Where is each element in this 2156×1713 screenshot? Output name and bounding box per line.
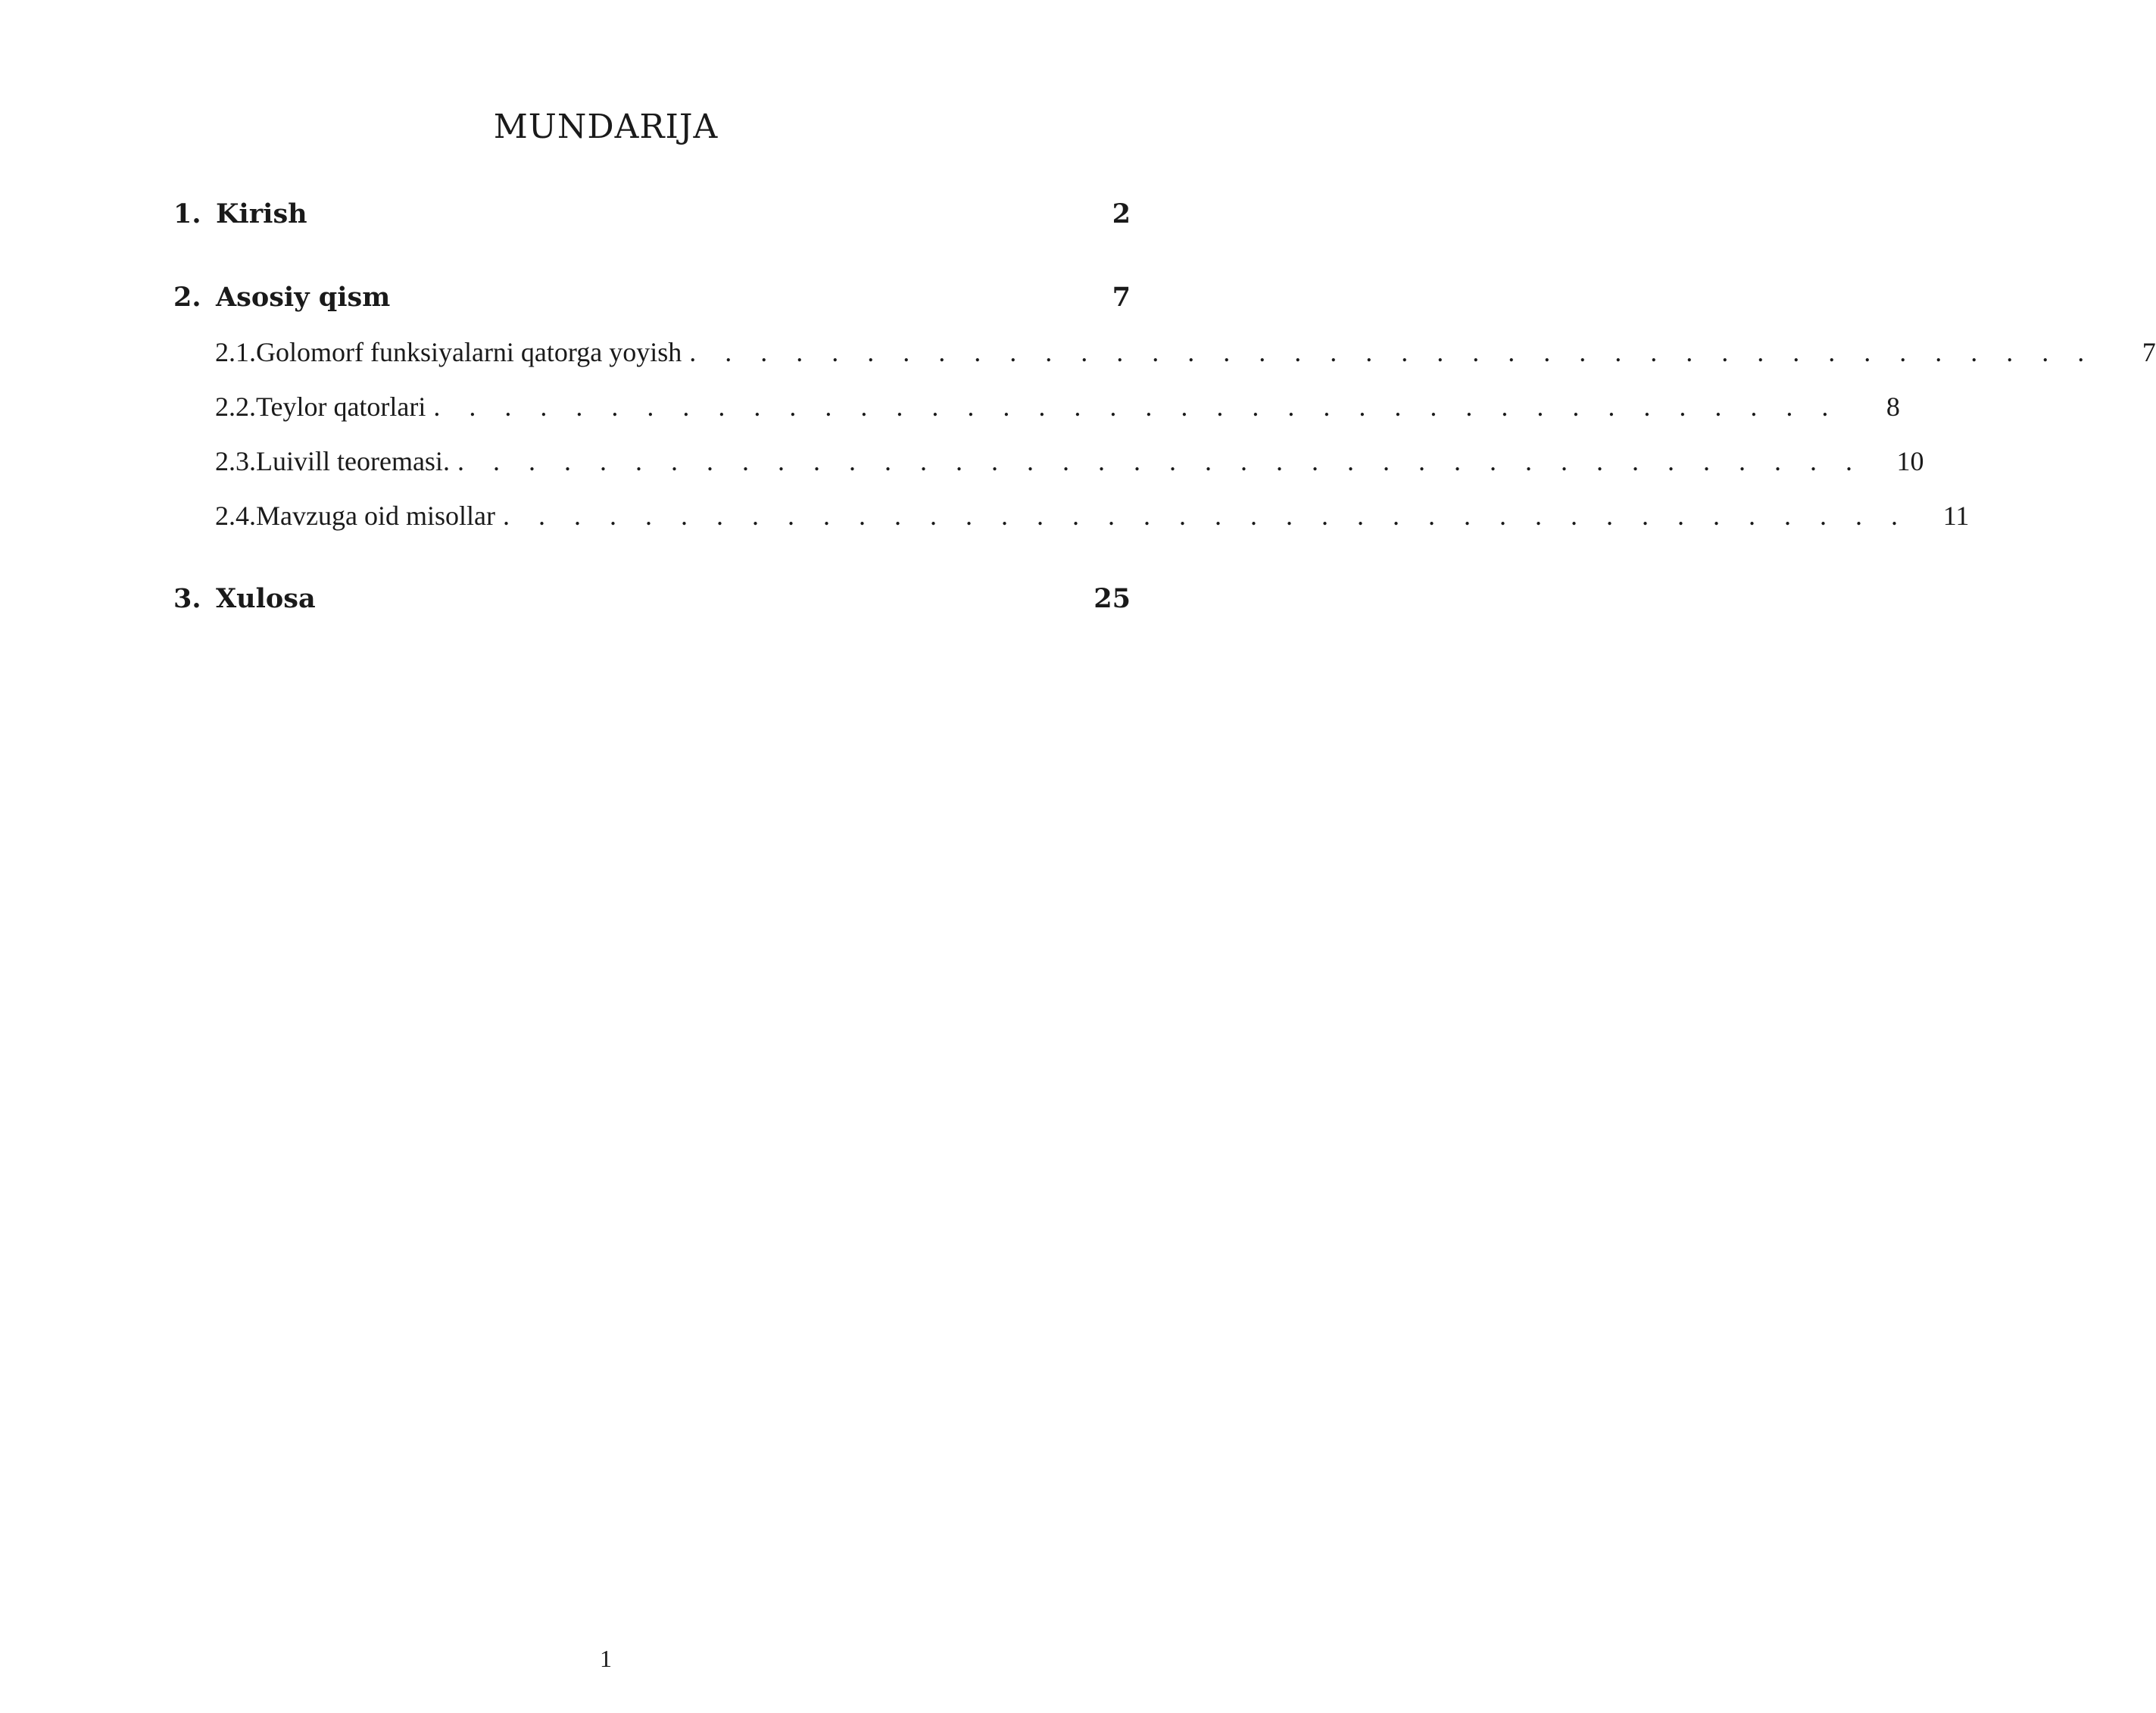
toc-chapter-kirish[interactable]: [173, 198, 1131, 229]
section-number: 2.3.: [215, 446, 256, 476]
section-title: Teylor qatorlari: [256, 392, 426, 422]
section-title: Golomorf funksiyalarni qatorga yoyish: [256, 337, 682, 367]
chapter-page-number: 7: [1112, 282, 1131, 313]
toc-chapter-xulosa[interactable]: [173, 583, 1131, 614]
dot-leader: . . . . . . . . . . . . . . . . . . . . . . . . . . . . . . . . . . . . . . . .: [433, 392, 1839, 422]
chapter-title: Asosiy qism: [216, 282, 391, 313]
page-number: 1: [600, 1645, 612, 1672]
chapter-title: Kirish: [216, 198, 307, 229]
section-number: 2.4.: [215, 501, 256, 531]
toc-section-2-3[interactable]: [173, 445, 1924, 477]
chapter-number: 2.: [173, 282, 201, 313]
section-page-number: 11: [1942, 501, 1970, 531]
chapter-number: 3.: [173, 583, 201, 614]
dot-leader: . . . . . . . . . . . . . . . . . . . . . . . . . . . . . . . . . . . . . . . .: [689, 337, 2095, 367]
section-page-number: 10: [1896, 446, 1924, 476]
chapter-title: Xulosa: [216, 583, 316, 614]
page-title: MUNDARIJA: [493, 108, 719, 146]
chapter-page-number: 2: [1112, 198, 1131, 229]
dot-leader: . . . . . . . . . . . . . . . . . . . . . . . . . . . . . . . . . . . . . . . .: [502, 501, 1909, 531]
section-title: Luivill teoremasi.: [256, 446, 450, 476]
chapter-page-number: 25: [1094, 583, 1131, 614]
section-page-number: 7: [2142, 337, 2156, 367]
toc-section-2-4[interactable]: [173, 500, 1970, 532]
section-page-number: 8: [1886, 392, 1900, 422]
toc-section-2-2[interactable]: [173, 391, 1900, 423]
chapter-number: 1.: [173, 198, 201, 229]
toc-chapter-asosiy-qism[interactable]: [173, 282, 1131, 313]
toc-section-2-1[interactable]: [173, 336, 2156, 368]
section-number: 2.2.: [215, 392, 256, 422]
section-number: 2.1.: [215, 337, 256, 367]
dot-leader: . . . . . . . . . . . . . . . . . . . . . . . . . . . . . . . . . . . . . . . .: [457, 446, 1864, 476]
section-title: Mavzuga oid misollar: [256, 501, 495, 531]
